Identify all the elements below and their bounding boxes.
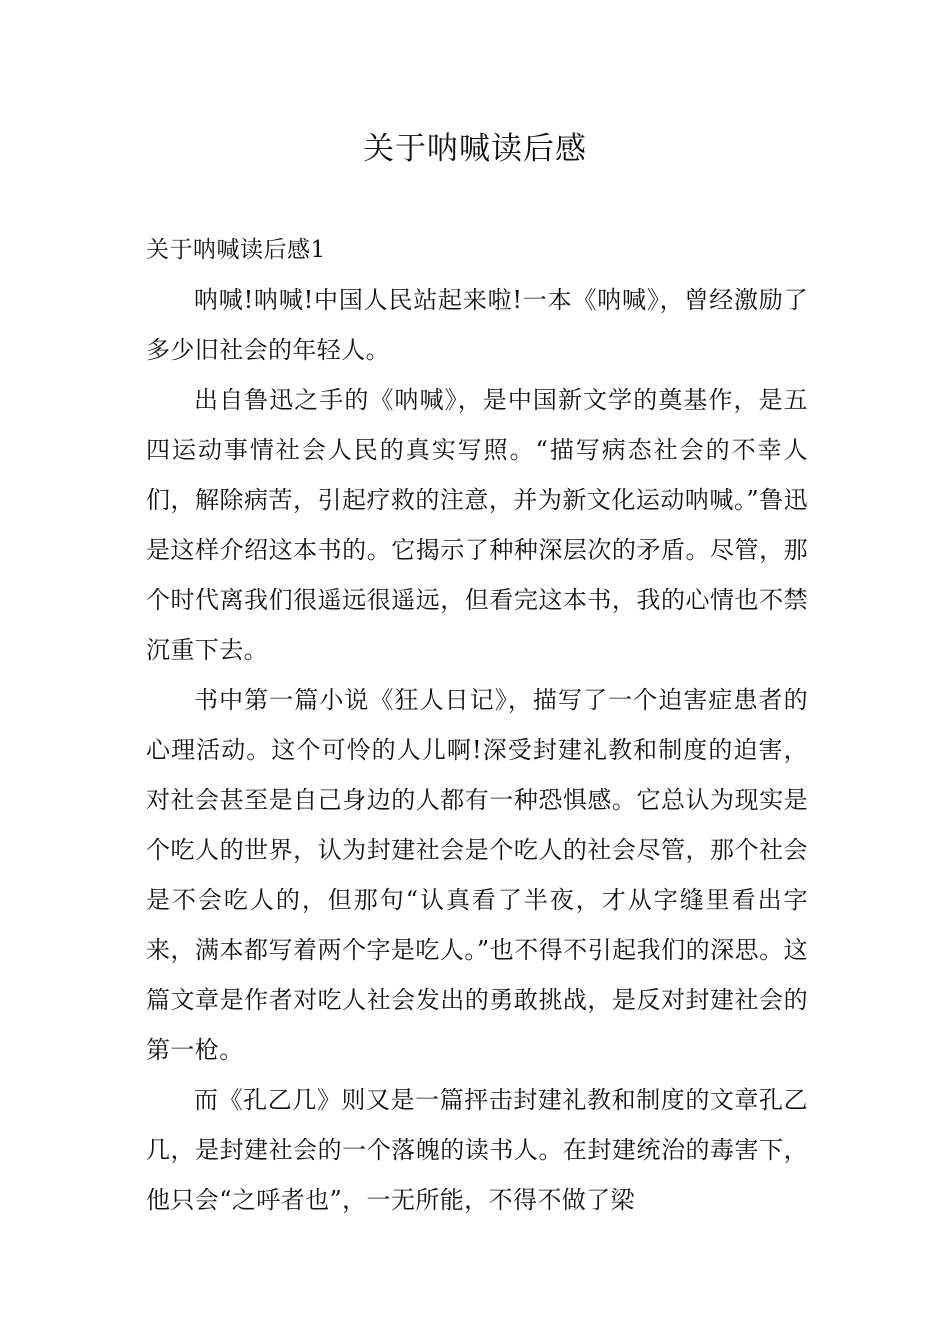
document-title: 关于呐喊读后感 bbox=[363, 131, 587, 167]
paragraph-2: 出自鲁迅之手的《呐喊》，是中国新文学的奠基作，是五四运动事情社会人民的真实写照。“描写病态社会的不幸人们，解除病苦，引起疗救的注意，并为新文化运动呐喊。”鲁迅是这样介绍这本书的。它揭示了种种深层次的矛盾。尽管，那个时代离我们很遥远很遥远，但看完这本书，我的心情也不禁沉重下去。 bbox=[146, 386, 808, 664]
paragraph-1: 呐喊!呐喊!中国人民站起来啦!一本《呐喊》，曾经激励了多少旧社会的年轻人。 bbox=[146, 286, 808, 364]
paragraph-3: 书中第一篇小说《狂人日记》，描写了一个迫害症患者的心理活动。这个可怜的人儿啊!深受封建礼教和制度的迫害，对社会甚至是自己身边的人都有一种恐惧感。它总认为现实是个吃人的世界，认为封建社会是个吃人的社会尽管，那个社会是不会吃人的，但那句“认真看了半夜，才从字缝里看出字来，满本都写着两个字是吃人。”也不得不引起我们的深思。这篇文章是作者对吃人社会发出的勇敢挑战，是反对封建社会的第一枪。 bbox=[146, 686, 808, 1064]
document-body bbox=[146, 225, 808, 1225]
section-heading: 关于呐喊读后感1 bbox=[146, 237, 326, 263]
paragraph-4: 而《孔乙几》则又是一篇抨击封建礼教和制度的文章孔乙几，是封建社会的一个落魄的读书人。在封建统治的毒害下，他只会“之呼者也”，一无所能，不得不做了梁 bbox=[146, 1086, 808, 1214]
